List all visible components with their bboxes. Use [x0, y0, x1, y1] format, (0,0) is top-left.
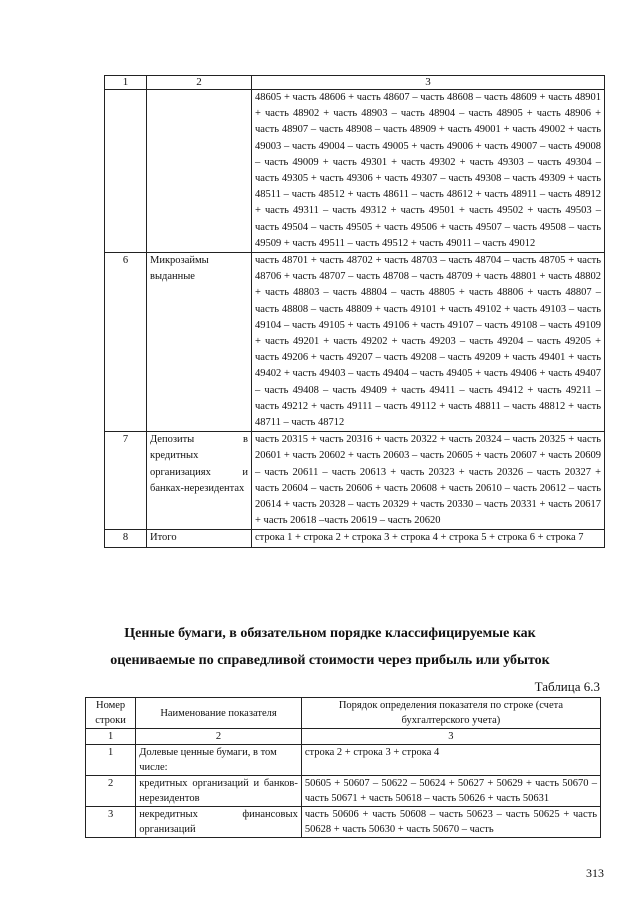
- row-formula: часть 50606 + часть 50608 – часть 50623 – часть 50625 + часть 50628 + часть 50630 + часть 50670 – часть: [301, 807, 600, 838]
- row-name: кредитных организаций и банков-нерезидентов: [136, 776, 302, 807]
- securities-table: [85, 697, 601, 838]
- row-number: 7: [105, 432, 147, 530]
- row-number: 2: [86, 776, 136, 807]
- row-number: 8: [105, 530, 147, 547]
- accounts-table-continued: [104, 75, 605, 548]
- section-heading-line-1: Ценные бумаги, в обязательном порядке классифицируемые как: [124, 626, 536, 641]
- row-formula: часть 48701 + часть 48702 + часть 48703 – часть 48704 – часть 48705 + часть 48706 + часть 48707 – часть 48708 – часть 48709 + часть 48801 + часть 48802 + часть 48803 – часть 48804 – часть 48805 + часть 48806 + часть 48807 – часть 48808 – часть 48809 + часть 49101 + часть 49102 + часть 49103 – часть 49104 – часть 49105 + часть 49106 + часть 49107 – часть 49108 – часть 49109 + часть 49201 + часть 49202 + часть 49203 – часть 49204 – часть 49205 + часть 49206 + часть 49207 – часть 49208 – часть 49209 + часть 49401 + часть 49402 + часть 49403 – часть 49404 – часть 49405 + часть 49406 + часть 49407 – часть 49408 – часть 49409 + часть 49411 – часть 49412 + часть 49211 – часть 49212 + часть 49111 – часть 49112 + часть 48811 – часть 48812 + часть 48711 – часть 48712: [252, 253, 605, 432]
- row-formula: часть 20315 + часть 20316 + часть 20322 + часть 20324 – часть 20325 + часть 20601 + часть 20602 + часть 20603 – часть 20605 + часть 20607 + часть 20609 – часть 20611 – часть 20613 + часть 20323 + часть 20326 – часть 20327 + часть 20604 – часть 20606 + часть 20608 + часть 20610 – часть 20612 – часть 20614 + часть 20328 – часть 20329 + часть 20330 – часть 20331 + часть 20617 + часть 20618 –часть 20619 – часть 20620: [252, 432, 605, 530]
- table-caption: Таблица 6.3: [534, 679, 600, 694]
- table-row: [86, 745, 601, 776]
- row-name: Долевые ценные бумаги, в том числе:: [136, 745, 302, 776]
- table-row: [105, 90, 605, 253]
- table-row: [105, 432, 605, 530]
- row-formula: строка 1 + строка 2 + строка 3 + строка 4 + строка 5 + строка 6 + строка 7: [252, 530, 605, 547]
- column-number-2: 2: [136, 729, 302, 745]
- row-number: 1: [86, 745, 136, 776]
- row-number: [105, 90, 147, 253]
- header-indicator-name: Наименование показателя: [136, 698, 302, 729]
- column-number-3: 3: [252, 76, 605, 90]
- row-name: некредитных финансовых организаций: [136, 807, 302, 838]
- header-definition-order: Порядок определения показателя по строке (счета бухгалтерского учета): [301, 698, 600, 729]
- table-header-row: [105, 76, 605, 90]
- column-number-1: 1: [86, 729, 136, 745]
- column-number-1: 1: [105, 76, 147, 90]
- row-formula: строка 2 + строка 3 + строка 4: [301, 745, 600, 776]
- table-row: [86, 776, 601, 807]
- table-row: [105, 530, 605, 547]
- section-heading-line-2: оцениваемые по справедливой стоимости через прибыль или убыток: [110, 653, 550, 668]
- column-number-2: 2: [147, 76, 252, 90]
- header-row-number: Номер строки: [86, 698, 136, 729]
- row-name: Микрозаймы выданные: [147, 253, 252, 432]
- table-row: [86, 807, 601, 838]
- row-formula: 50605 + 50607 – 50622 – 50624 + 50627 + 50629 + часть 50670 – часть 50671 + часть 50618 – часть 50626 + часть 50631: [301, 776, 600, 807]
- column-number-3: 3: [301, 729, 600, 745]
- row-name: Депозиты в кредитных организациях и банках-нерезидентах: [147, 432, 252, 530]
- table-header-row: [86, 698, 601, 729]
- table-numbering-row: [86, 729, 601, 745]
- row-name: [147, 90, 252, 253]
- page-number: 313: [586, 866, 604, 880]
- table-row: [105, 253, 605, 432]
- row-number: 6: [105, 253, 147, 432]
- row-name: Итого: [147, 530, 252, 547]
- row-formula: 48605 + часть 48606 + часть 48607 – часть 48608 – часть 48609 + часть 48901 + часть 48902 + часть 48903 – часть 48904 – часть 48905 + часть 48906 + часть 48907 – часть 48908 – часть 48909 + часть 49001 + часть 49002 + часть 49003 – часть 49004 – часть 49005 + часть 49006 + часть 49007 – часть 49008 – часть 49009 + часть 49301 + часть 49302 + часть 49303 – часть 49304 – часть 49305 + часть 49306 + часть 49307 – часть 49308 – часть 49309 + часть 48511 – часть 48512 + часть 48611 – часть 48612 + часть 48911 – часть 48912 + часть 49311 – часть 49312 + часть 49501 + часть 49502 + часть 49503 – часть 49504 – часть 49505 + часть 49506 + часть 49507 – часть 49508 – часть 49509 + часть 49511 – часть 49512 + часть 49011 – часть 49012: [252, 90, 605, 253]
- row-number: 3: [86, 807, 136, 838]
